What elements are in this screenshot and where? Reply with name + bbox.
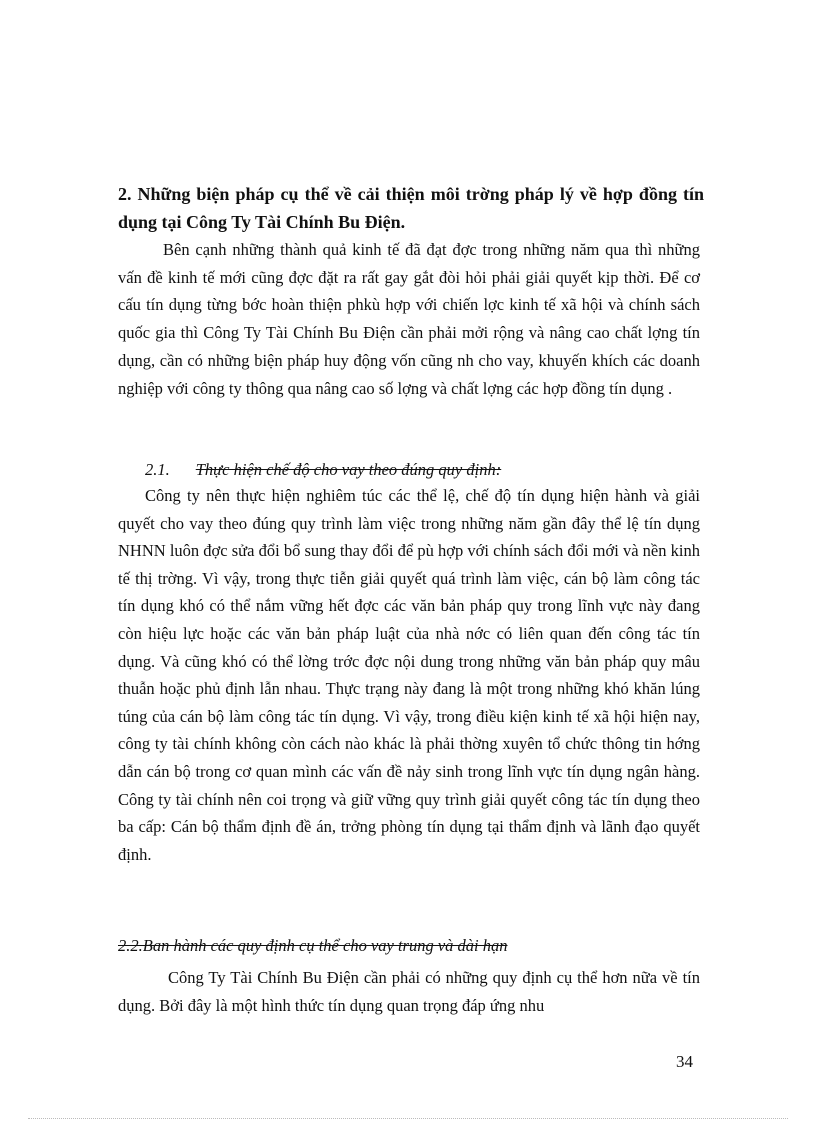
subsection-number: 2.1. (145, 460, 170, 479)
bottom-divider (28, 1118, 788, 1119)
paragraph-2-2-body: Công Ty Tài Chính Bu Điện cần phải có những quy định cụ thể hơn nữa về tín dụng. Bởi đây là một hình thức tín dụng quan trọng đáp ứng nhu (118, 968, 700, 1015)
subsection-heading-2-2: 2.2.Ban hành các quy định cụ thể cho vay trung và dài hạn (118, 936, 508, 955)
page-number: 34 (676, 1052, 693, 1071)
subsection-heading-2-1 (145, 458, 501, 482)
subsection-title: Thực hiện chế độ cho vay theo đúng quy định: (195, 460, 502, 479)
section-heading: 2. Những biện pháp cụ thể về cải thiện môi trờng pháp lý về hợp đồng tín dụng tại Công Ty Tài Chính Bu Điện. (118, 184, 704, 232)
paragraph-intro: Bên cạnh những thành quả kinh tế đã đạt đợc trong những năm qua thì những vấn đề kinh tế mới cũng đợc đặt ra rất gay gắt đòi hỏi phải giải quyết kịp thời. Để cơ cấu tín dụng từng bớc hoàn thiện phkù hợp với chiến lợc kinh tế xã hội và chính sách quốc gia thì Công Ty Tài Chính Bu Điện cần phải mởi rộng và nâng cao chất lợng tín dụng, cần có những biện pháp huy động vốn cũng nh cho vay, khuyến khích các doanh nghiệp với công ty thông qua nâng cao số lợng và chất lợng các hợp đồng tín dụng . (118, 240, 700, 398)
paragraph-2-1-body: Công ty nên thực hiện nghiêm túc các thể lệ, chế độ tín dụng hiện hành và giải quyết cho vay theo đúng quy trình làm việc trong những năm gần đây thể lệ tín dụng NHNN luôn đợc sửa đổi bổ sung thay đổi để pù hợp với chính sách đổi mới và nền kinh tế thị trờng. Vì vậy, trong thực tiễn giải quyết quá trình làm việc, cán bộ làm công tác tín dụng khó có thể nắm vững hết đợc các văn bản pháp quy trong lĩnh vực này đang còn hiệu lực hoặc các văn bản pháp luật của nhà nớc có liên quan đến công tác tín dụng. Và cũng khó có thể lờng trớc đợc nội dung trong những văn bản pháp quy mâu thuẫn hoặc phủ định lẫn nhau. Thực trạng này đang là một trong những khó khăn lúng túng của cán bộ làm công tác tín dụng. Vì vậy, trong điều kiện kinh tế xã hội hiện nay, công ty tài chính không còn cách nào khác là phải thờng xuyên tổ chức thông tin hớng dẫn cán bộ trong cơ quan mình các vấn đề nảy sinh trong lĩnh vực tín dụng ngân hàng. Công ty tài chính nên coi trọng và giữ vững quy trình giải quyết công tác tín dụng theo ba cấp: Cán bộ thẩm định đề án, trởng phòng tín dụng tại thẩm định và lãnh đạo quyết định. (118, 486, 700, 864)
